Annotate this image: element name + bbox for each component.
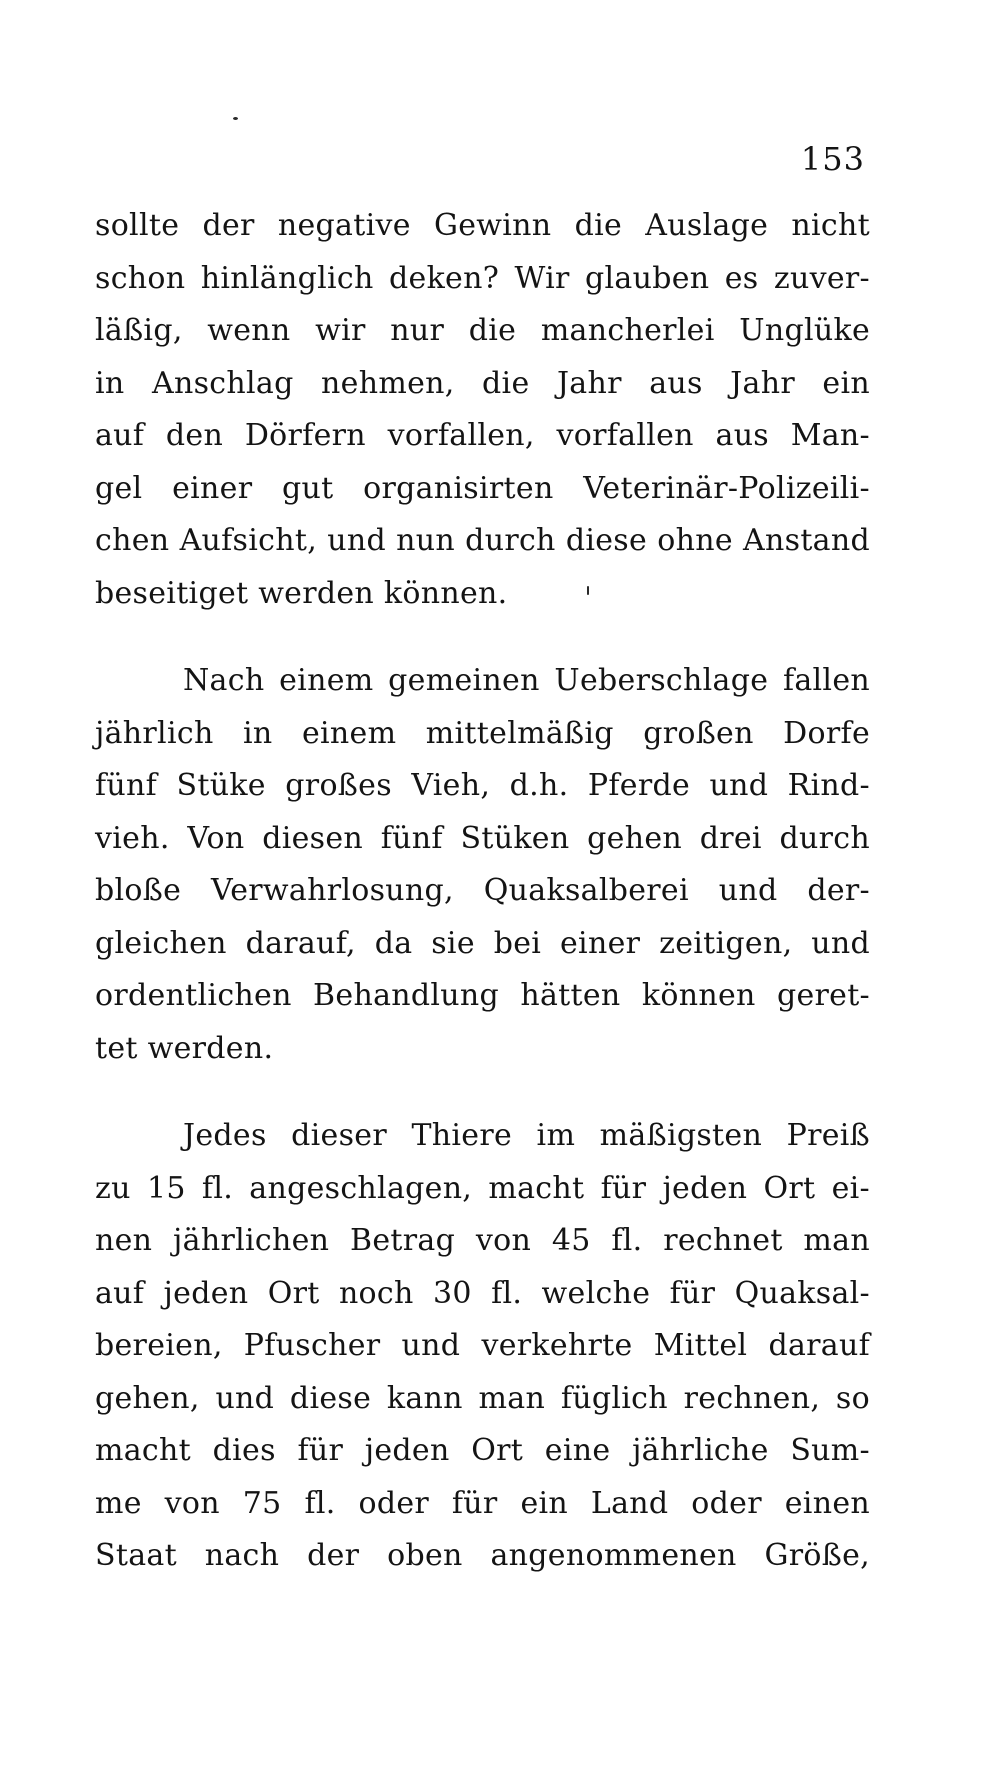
text-line: nen jährlichen Betrag von 45 fl. rechnet man <box>95 1223 870 1258</box>
text-line: macht dies für jeden Ort eine jährliche Sum- <box>95 1433 870 1468</box>
text-line: auf den Dörfern vorfallen, vorfallen aus Man- <box>95 418 870 453</box>
paragraph-2 <box>95 655 870 1075</box>
text-line: gel einer gut organisirten Veterinär-Polizeili- <box>95 470 870 506</box>
ink-speck <box>233 117 238 120</box>
text-line: fünf Stüke großes Vieh, d.h. Pferde und Rind- <box>95 768 870 803</box>
text-line: gleichen darauf, da sie bei einer zeitigen, und <box>95 925 870 961</box>
text-line: ordentlichen Behandlung hätten können geret- <box>95 978 870 1013</box>
text-line: gehen, und diese kann man füglich rechnen, so <box>95 1380 870 1416</box>
text-line: Nach einem gemeinen Ueberschlage fallen <box>183 663 870 698</box>
text-line: in Anschlag nehmen, die Jahr aus Jahr ein <box>95 365 870 401</box>
text-line: sollte der negative Gewinn die Auslage nicht <box>95 208 870 243</box>
body-text <box>95 200 870 1583</box>
text-line: beseitiget werden können. <box>95 575 508 611</box>
text-line: Jedes dieser Thiere im mäßigsten Preiß <box>183 1118 870 1153</box>
text-line: Staat nach der oben angenommenen Größe, <box>95 1538 870 1573</box>
page-number: 153 <box>800 140 865 178</box>
paragraph-1 <box>95 200 870 620</box>
text-line: bereien, Pfuscher und verkehrte Mittel darauf <box>95 1328 870 1363</box>
text-line: bloße Verwahrlosung, Quaksalberei und der- <box>95 873 870 908</box>
paragraph-3 <box>95 1110 870 1583</box>
text-line: zu 15 fl. angeschlagen, macht für jeden Ort ei- <box>95 1170 870 1206</box>
text-line: läßig, wenn wir nur die mancherlei Unglüke <box>95 313 870 348</box>
text-line: vieh. Von diesen fünf Stüken gehen drei durch <box>95 820 870 856</box>
text-line: schon hinlänglich deken? Wir glauben es zuver- <box>95 260 870 296</box>
text-line: chen Aufsicht, und nun durch diese ohne Anstand <box>95 523 870 558</box>
text-line: tet werden. <box>95 1030 274 1066</box>
text-line: auf jeden Ort noch 30 fl. welche für Quaksal- <box>95 1275 870 1311</box>
text-line: me von 75 fl. oder für ein Land oder einen <box>95 1485 870 1521</box>
text-line: jährlich in einem mittelmäßig großen Dorfe <box>95 715 870 751</box>
